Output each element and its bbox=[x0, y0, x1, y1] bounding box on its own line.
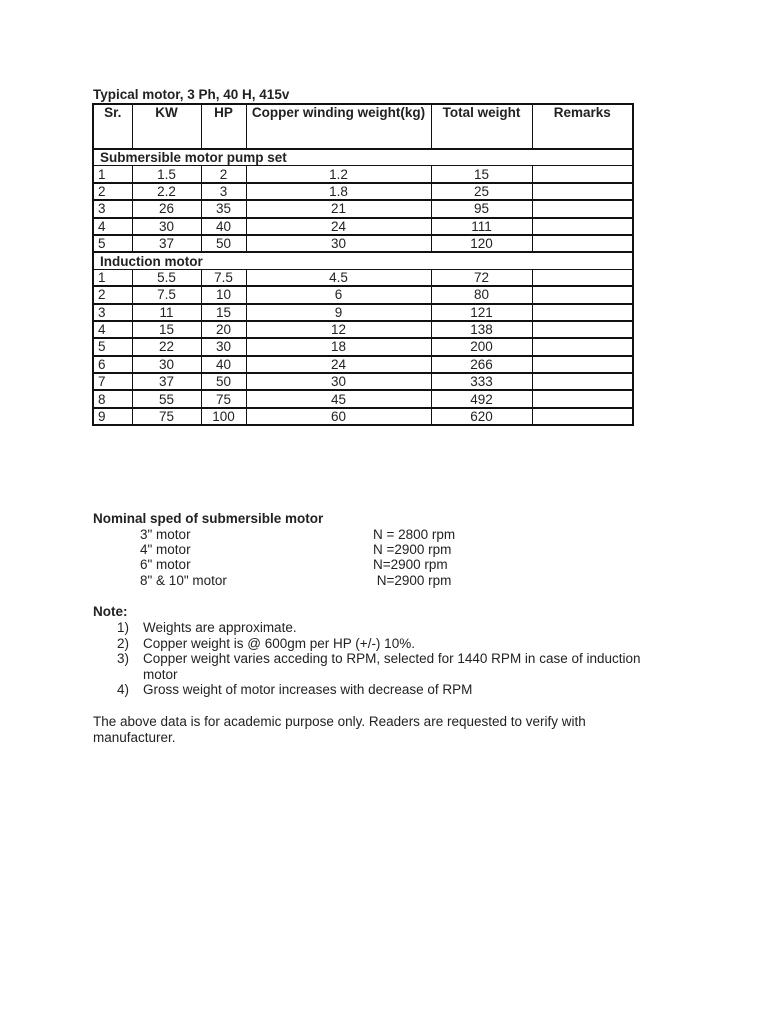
cell-copper-weight: 1.8 bbox=[246, 183, 431, 200]
cell-total-weight: 15 bbox=[431, 166, 532, 183]
cell-kw: 30 bbox=[132, 356, 201, 373]
cell-sr: 1 bbox=[93, 269, 132, 286]
cell-kw: 5.5 bbox=[132, 269, 201, 286]
table-section-row bbox=[93, 149, 633, 166]
motor-size-label: 8" & 10" motor bbox=[140, 573, 227, 588]
table-row bbox=[93, 338, 633, 355]
cell-remarks bbox=[532, 235, 633, 252]
cell-kw: 30 bbox=[132, 218, 201, 235]
note-item bbox=[117, 636, 677, 652]
cell-total-weight: 492 bbox=[431, 390, 532, 407]
cell-hp: 10 bbox=[201, 286, 246, 303]
cell-sr: 4 bbox=[93, 321, 132, 338]
cell-copper-weight: 24 bbox=[246, 356, 431, 373]
cell-remarks bbox=[532, 218, 633, 235]
cell-remarks bbox=[532, 408, 633, 425]
table-row bbox=[93, 269, 633, 286]
column-header-kw: KW bbox=[132, 104, 201, 149]
cell-kw: 22 bbox=[132, 338, 201, 355]
notes-title: Note: bbox=[93, 604, 128, 619]
cell-remarks bbox=[532, 166, 633, 183]
table-header-row bbox=[93, 104, 633, 149]
column-header-hp: HP bbox=[201, 104, 246, 149]
table-section-row bbox=[93, 252, 633, 269]
table-row bbox=[93, 166, 633, 183]
note-number: 2) bbox=[117, 636, 130, 651]
cell-remarks bbox=[532, 200, 633, 217]
cell-copper-weight: 1.2 bbox=[246, 166, 431, 183]
cell-sr: 3 bbox=[93, 304, 132, 321]
cell-remarks bbox=[532, 390, 633, 407]
speed-section-title: Nominal sped of submersible motor bbox=[93, 511, 324, 526]
note-item bbox=[117, 651, 677, 682]
cell-sr: 2 bbox=[93, 183, 132, 200]
cell-hp: 3 bbox=[201, 183, 246, 200]
cell-hp: 20 bbox=[201, 321, 246, 338]
speed-row bbox=[0, 527, 768, 542]
motor-weight-table bbox=[92, 103, 634, 426]
table-row bbox=[93, 321, 633, 338]
cell-remarks bbox=[532, 304, 633, 321]
cell-sr: 7 bbox=[93, 373, 132, 390]
cell-total-weight: 80 bbox=[431, 286, 532, 303]
table-row bbox=[93, 200, 633, 217]
cell-sr: 5 bbox=[93, 338, 132, 355]
cell-hp: 50 bbox=[201, 373, 246, 390]
cell-copper-weight: 18 bbox=[246, 338, 431, 355]
table-row bbox=[93, 183, 633, 200]
motor-speed-value: N=2900 rpm bbox=[373, 557, 448, 572]
motor-speed-value: N =2900 rpm bbox=[373, 542, 452, 557]
column-header-sr: Sr. bbox=[93, 104, 132, 149]
table-row bbox=[93, 286, 633, 303]
cell-total-weight: 95 bbox=[431, 200, 532, 217]
section-label: Induction motor bbox=[93, 252, 633, 269]
cell-hp: 15 bbox=[201, 304, 246, 321]
cell-sr: 5 bbox=[93, 235, 132, 252]
cell-total-weight: 138 bbox=[431, 321, 532, 338]
cell-sr: 2 bbox=[93, 286, 132, 303]
document-title: Typical motor, 3 Ph, 40 H, 415v bbox=[93, 87, 290, 102]
cell-kw: 37 bbox=[132, 373, 201, 390]
motor-size-label: 6" motor bbox=[140, 557, 191, 572]
speed-row bbox=[0, 573, 768, 588]
table-row bbox=[93, 356, 633, 373]
cell-kw: 11 bbox=[132, 304, 201, 321]
cell-hp: 100 bbox=[201, 408, 246, 425]
table-row bbox=[93, 408, 633, 425]
cell-kw: 2.2 bbox=[132, 183, 201, 200]
note-text: Gross weight of motor increases with decrease of RPM bbox=[143, 682, 473, 697]
cell-total-weight: 120 bbox=[431, 235, 532, 252]
cell-kw: 15 bbox=[132, 321, 201, 338]
cell-copper-weight: 6 bbox=[246, 286, 431, 303]
disclaimer-text: The above data is for academic purpose only. Readers are requested to verify with manufacturer. bbox=[93, 714, 586, 745]
note-text: Copper weight varies acceding to RPM, selected for 1440 RPM in case of induction motor bbox=[143, 651, 641, 682]
cell-remarks bbox=[532, 373, 633, 390]
motor-size-label: 3" motor bbox=[140, 527, 191, 542]
note-item bbox=[117, 682, 677, 698]
table-row bbox=[93, 235, 633, 252]
cell-total-weight: 121 bbox=[431, 304, 532, 321]
cell-total-weight: 25 bbox=[431, 183, 532, 200]
note-number: 1) bbox=[117, 620, 130, 635]
cell-remarks bbox=[532, 338, 633, 355]
cell-remarks bbox=[532, 183, 633, 200]
cell-hp: 7.5 bbox=[201, 269, 246, 286]
table-row bbox=[93, 390, 633, 407]
note-number: 3) bbox=[117, 651, 130, 666]
cell-copper-weight: 60 bbox=[246, 408, 431, 425]
cell-kw: 7.5 bbox=[132, 286, 201, 303]
cell-hp: 40 bbox=[201, 218, 246, 235]
cell-hp: 30 bbox=[201, 338, 246, 355]
cell-kw: 37 bbox=[132, 235, 201, 252]
cell-kw: 75 bbox=[132, 408, 201, 425]
column-header-copper-weight: Copper winding weight(kg) bbox=[246, 104, 431, 149]
cell-hp: 35 bbox=[201, 200, 246, 217]
cell-copper-weight: 30 bbox=[246, 373, 431, 390]
motor-speed-value: N=2900 rpm bbox=[373, 573, 452, 588]
cell-copper-weight: 30 bbox=[246, 235, 431, 252]
cell-copper-weight: 45 bbox=[246, 390, 431, 407]
table-row bbox=[93, 304, 633, 321]
cell-sr: 6 bbox=[93, 356, 132, 373]
motor-speed-value: N = 2800 rpm bbox=[373, 527, 456, 542]
cell-kw: 1.5 bbox=[132, 166, 201, 183]
cell-sr: 1 bbox=[93, 166, 132, 183]
cell-hp: 2 bbox=[201, 166, 246, 183]
cell-hp: 50 bbox=[201, 235, 246, 252]
cell-total-weight: 72 bbox=[431, 269, 532, 286]
table-row bbox=[93, 218, 633, 235]
cell-copper-weight: 24 bbox=[246, 218, 431, 235]
column-header-remarks: Remarks bbox=[532, 104, 633, 149]
cell-sr: 4 bbox=[93, 218, 132, 235]
cell-total-weight: 333 bbox=[431, 373, 532, 390]
section-label: Submersible motor pump set bbox=[93, 149, 633, 166]
cell-hp: 40 bbox=[201, 356, 246, 373]
note-text: Copper weight is @ 600gm per HP (+/-) 10%. bbox=[143, 636, 415, 651]
cell-copper-weight: 21 bbox=[246, 200, 431, 217]
cell-kw: 55 bbox=[132, 390, 201, 407]
cell-total-weight: 200 bbox=[431, 338, 532, 355]
cell-remarks bbox=[532, 356, 633, 373]
cell-sr: 8 bbox=[93, 390, 132, 407]
cell-kw: 26 bbox=[132, 200, 201, 217]
column-header-total-weight: Total weight bbox=[431, 104, 532, 149]
cell-remarks bbox=[532, 269, 633, 286]
speed-row bbox=[0, 542, 768, 557]
cell-total-weight: 266 bbox=[431, 356, 532, 373]
cell-total-weight: 620 bbox=[431, 408, 532, 425]
cell-sr: 9 bbox=[93, 408, 132, 425]
motor-size-label: 4" motor bbox=[140, 542, 191, 557]
cell-copper-weight: 4.5 bbox=[246, 269, 431, 286]
note-text: Weights are approximate. bbox=[143, 620, 297, 635]
table-row bbox=[93, 373, 633, 390]
cell-copper-weight: 12 bbox=[246, 321, 431, 338]
cell-copper-weight: 9 bbox=[246, 304, 431, 321]
cell-sr: 3 bbox=[93, 200, 132, 217]
cell-hp: 75 bbox=[201, 390, 246, 407]
speed-row bbox=[0, 557, 768, 572]
note-item bbox=[117, 620, 677, 636]
cell-remarks bbox=[532, 321, 633, 338]
note-number: 4) bbox=[117, 682, 130, 697]
cell-remarks bbox=[532, 286, 633, 303]
cell-total-weight: 111 bbox=[431, 218, 532, 235]
